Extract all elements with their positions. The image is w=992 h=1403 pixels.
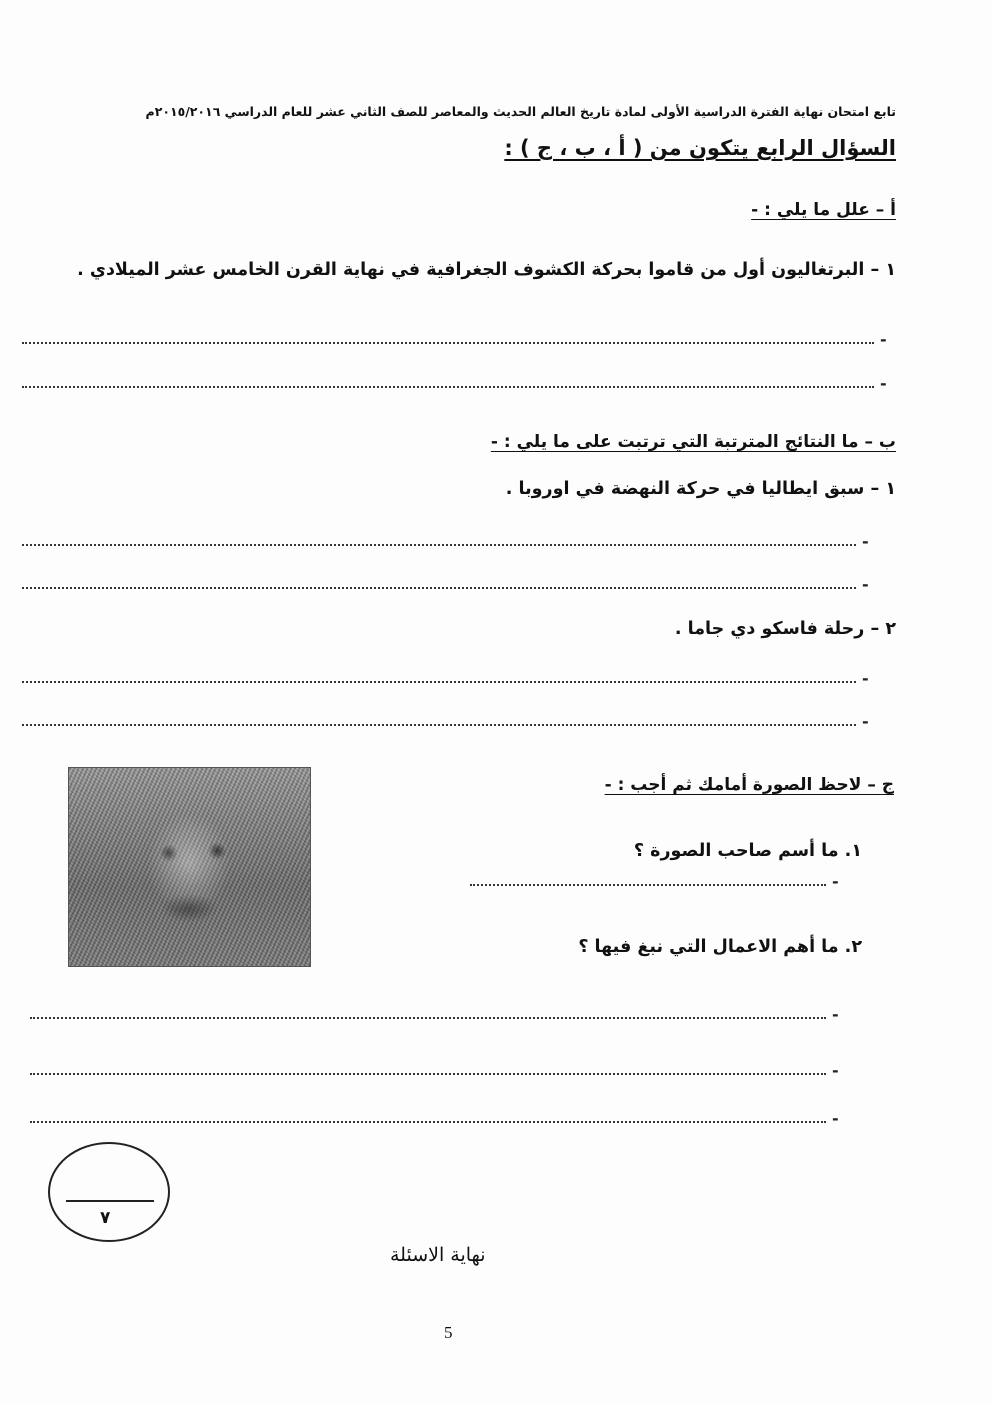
- answer-dash: -: [862, 712, 869, 731]
- answer-line[interactable]: [30, 1017, 826, 1019]
- answer-line[interactable]: [22, 724, 856, 726]
- answer-dash: -: [880, 374, 887, 393]
- part-a-item-1: ١ – البرتغاليون أول من قاموا بحركة الكشوف الجغرافية في نهاية القرن الخامس عشر الميلادي .: [77, 260, 896, 280]
- part-c-item-1: ١. ما أسم صاحب الصورة ؟: [633, 841, 862, 861]
- answer-line[interactable]: [30, 1073, 826, 1075]
- part-b-item-2: ٢ – رحلة فاسكو دي جاما .: [674, 619, 896, 639]
- page-number: 5: [444, 1323, 453, 1342]
- answer-line[interactable]: [22, 342, 874, 344]
- answer-dash: -: [832, 1061, 839, 1080]
- answer-line[interactable]: [470, 884, 826, 886]
- answer-dash: -: [862, 575, 869, 594]
- answer-dash: -: [862, 532, 869, 551]
- answer-line[interactable]: [22, 587, 856, 589]
- answer-dash: -: [832, 1109, 839, 1128]
- answer-line[interactable]: [22, 544, 856, 546]
- score-total: ٧: [100, 1208, 111, 1228]
- part-b-heading: ب – ما النتائج المترتبة التي ترتبت على ما يلي : -: [490, 432, 896, 452]
- answer-line[interactable]: [22, 386, 874, 388]
- part-c-heading: ج – لاحظ الصورة أمامك ثم أجب : -: [604, 775, 894, 795]
- answer-line[interactable]: [30, 1121, 826, 1123]
- part-b-item-1: ١ – سبق ايطاليا في حركة النهضة في اوروبا .: [505, 479, 896, 499]
- exam-title: تابع امتحان نهاية الفترة الدراسية الأولى لمادة تاريخ العالم الحديث والمعاصر للصف الثاني عشر للعام الدراسي ٢٠١٥/٢٠١٦م: [145, 104, 896, 119]
- answer-dash: -: [832, 872, 839, 891]
- part-a-heading: أ – علل ما يلي : -: [751, 200, 896, 220]
- question-heading: السؤال الرابع يتكون من ( أ ، ب ، ج ) :: [504, 136, 896, 160]
- end-of-questions: نهاية الاسئلة: [390, 1244, 486, 1266]
- answer-dash: -: [832, 1005, 839, 1024]
- portrait-photo: [68, 767, 311, 967]
- part-c-item-2: ٢. ما أهم الاعمال التي نبغ فيها ؟: [578, 937, 862, 957]
- score-blank[interactable]: [66, 1200, 154, 1202]
- answer-dash: -: [862, 669, 869, 688]
- answer-line[interactable]: [22, 681, 856, 683]
- answer-dash: -: [880, 330, 887, 349]
